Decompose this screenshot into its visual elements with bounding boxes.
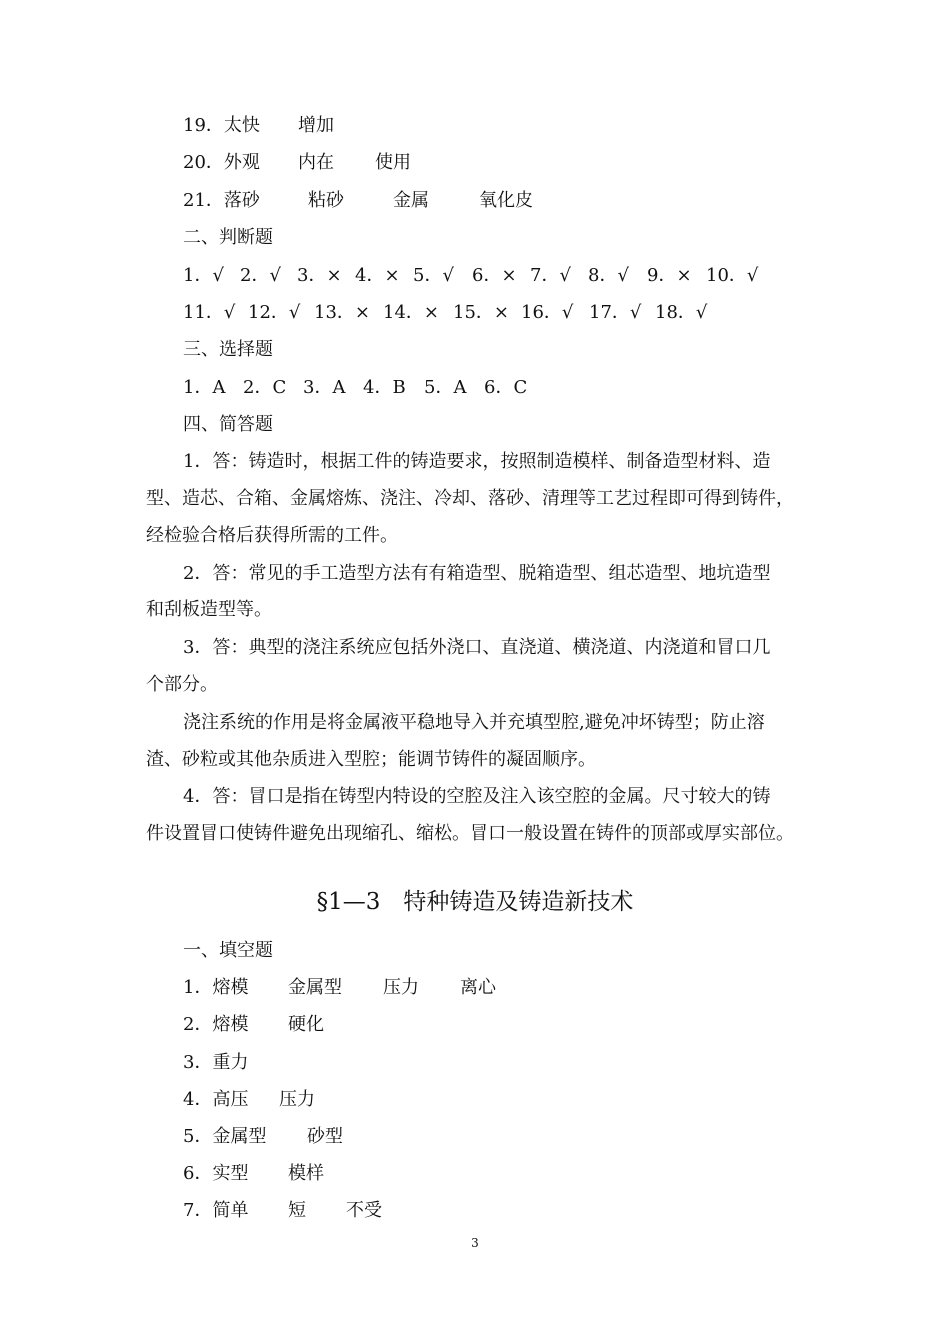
section-heading-short-answer: 四、简答题: [183, 414, 273, 435]
fill-answer-item-6: [183, 1162, 324, 1186]
judge-answer: 16．√: [521, 302, 574, 323]
item-number: 3．: [183, 1052, 213, 1073]
judge-answer: 4．×: [355, 265, 400, 286]
item-number: 4．: [183, 1089, 213, 1110]
judge-answer: 3．×: [297, 265, 342, 286]
answer-word: 硬化: [288, 1014, 324, 1035]
answer-item-21: [183, 189, 533, 213]
item-number: 5．: [183, 1126, 213, 1147]
answer-word: 砂型: [307, 1126, 343, 1147]
fill-answer-item-3: [183, 1051, 248, 1075]
answer-word: 熔模: [212, 977, 249, 998]
answer-word: 不受: [346, 1200, 382, 1221]
section-heading-choice: 三、选择题: [183, 339, 273, 360]
answer-word: 高压: [212, 1089, 249, 1110]
short-answer-3-line-2: 个部分。: [146, 674, 218, 695]
fill-answer-item-4: [183, 1088, 315, 1112]
judge-answer: 14．×: [383, 302, 439, 323]
short-answer-3-continuation-line-1: 浇注系统的作用是将金属液平稳地导入并充填型腔,避免冲坏铸型；防止溶: [183, 712, 765, 733]
short-answer-1-line-3: 经检验合格后获得所需的工件。: [146, 525, 398, 546]
judge-answer: 9．×: [647, 265, 692, 286]
item-number: 2．: [183, 1014, 213, 1035]
item-number: 7．: [183, 1200, 213, 1221]
answer-word: 简单: [212, 1200, 249, 1221]
fill-answer-item-5: [183, 1125, 343, 1149]
judge-answer: 2．√: [240, 265, 281, 286]
choice-answer: 4．B: [363, 377, 406, 398]
item-number: 19．: [183, 115, 224, 136]
answer-word: 压力: [383, 977, 419, 998]
answer-word: 使用: [375, 152, 411, 173]
answer-word: 粘砂: [308, 190, 344, 211]
judge-answer: 10．√: [706, 265, 759, 286]
choice-answer: 5．A: [424, 377, 467, 398]
answer-word: 金属型: [212, 1126, 267, 1147]
judge-answer: 11．√: [183, 302, 236, 323]
section-heading-judge: 二、判断题: [183, 227, 273, 248]
choice-answer: 6．C: [484, 377, 528, 398]
item-number: 21．: [183, 190, 224, 211]
judge-answer: 18．√: [655, 302, 708, 323]
judge-answer: 13．×: [314, 302, 370, 323]
fill-answer-item-1: [183, 976, 496, 1000]
choice-answer: 3．A: [303, 377, 346, 398]
section-title: §1—3 特种铸造及铸造新技术: [316, 889, 634, 915]
answer-word: 金属: [393, 190, 429, 211]
fill-answer-item-2: [183, 1013, 324, 1037]
judge-answer: 15．×: [453, 302, 509, 323]
judge-answer: 12．√: [248, 302, 301, 323]
judge-answer: 6．×: [472, 265, 517, 286]
short-answer-2-line-2: 和刮板造型等。: [146, 599, 272, 620]
section-heading-fill: 一、填空题: [183, 940, 273, 961]
short-answer-4-line-2: 件设置冒口使铸件避免出现缩孔、缩松。冒口一般设置在铸件的顶部或厚实部位。: [146, 823, 794, 844]
answer-word: 重力: [212, 1052, 249, 1073]
judge-answer: 8．√: [588, 265, 629, 286]
answer-word: 模样: [288, 1163, 324, 1184]
short-answer-1-line-2: 型、造芯、合箱、金属熔炼、浇注、冷却、落砂、清理等工艺过程即可得到铸件，: [146, 488, 794, 509]
short-answer-1-line-1: 1．答：铸造时，根据工件的铸造要求，按照制造模样、制备造型材料、造: [183, 451, 771, 472]
judge-answer: 1．√: [183, 265, 224, 286]
page-number: 3: [471, 1236, 479, 1250]
answer-word: 太快: [223, 115, 260, 136]
answer-word: 落砂: [223, 190, 260, 211]
answer-word: 外观: [223, 152, 260, 173]
answer-word: 熔模: [212, 1014, 249, 1035]
answer-word: 金属型: [288, 977, 342, 998]
answer-word: 短: [288, 1200, 306, 1221]
short-answer-2-line-1: 2．答：常见的手工造型方法有有箱造型、脱箱造型、组芯造型、地坑造型: [183, 563, 771, 584]
short-answer-3-line-1: 3．答：典型的浇注系统应包括外浇口、直浇道、横浇道、内浇道和冒口几: [183, 637, 771, 658]
item-number: 6．: [183, 1163, 213, 1184]
judge-answer: 17．√: [589, 302, 642, 323]
answer-word: 实型: [212, 1163, 249, 1184]
judge-answer: 7．√: [530, 265, 571, 286]
item-number: 1．: [183, 977, 213, 998]
answer-item-19: [183, 114, 334, 138]
fill-answer-item-7: [183, 1199, 382, 1223]
answer-word: 离心: [460, 977, 496, 998]
item-number: 20．: [183, 152, 224, 173]
answer-word: 增加: [298, 115, 334, 136]
choice-answer: 1．A: [183, 377, 226, 398]
answer-item-20: [183, 151, 411, 175]
answer-word: 压力: [279, 1089, 315, 1110]
answer-word: 氧化皮: [479, 190, 533, 211]
choice-answer: 2．C: [243, 377, 287, 398]
answer-word: 内在: [298, 152, 334, 173]
short-answer-3-continuation-line-2: 渣、砂粒或其他杂质进入型腔；能调节铸件的凝固顺序。: [146, 749, 596, 770]
judge-answer: 5．√: [413, 265, 454, 286]
short-answer-4-line-1: 4．答：冒口是指在铸型内特设的空腔及注入该空腔的金属。尺寸较大的铸: [183, 786, 771, 807]
